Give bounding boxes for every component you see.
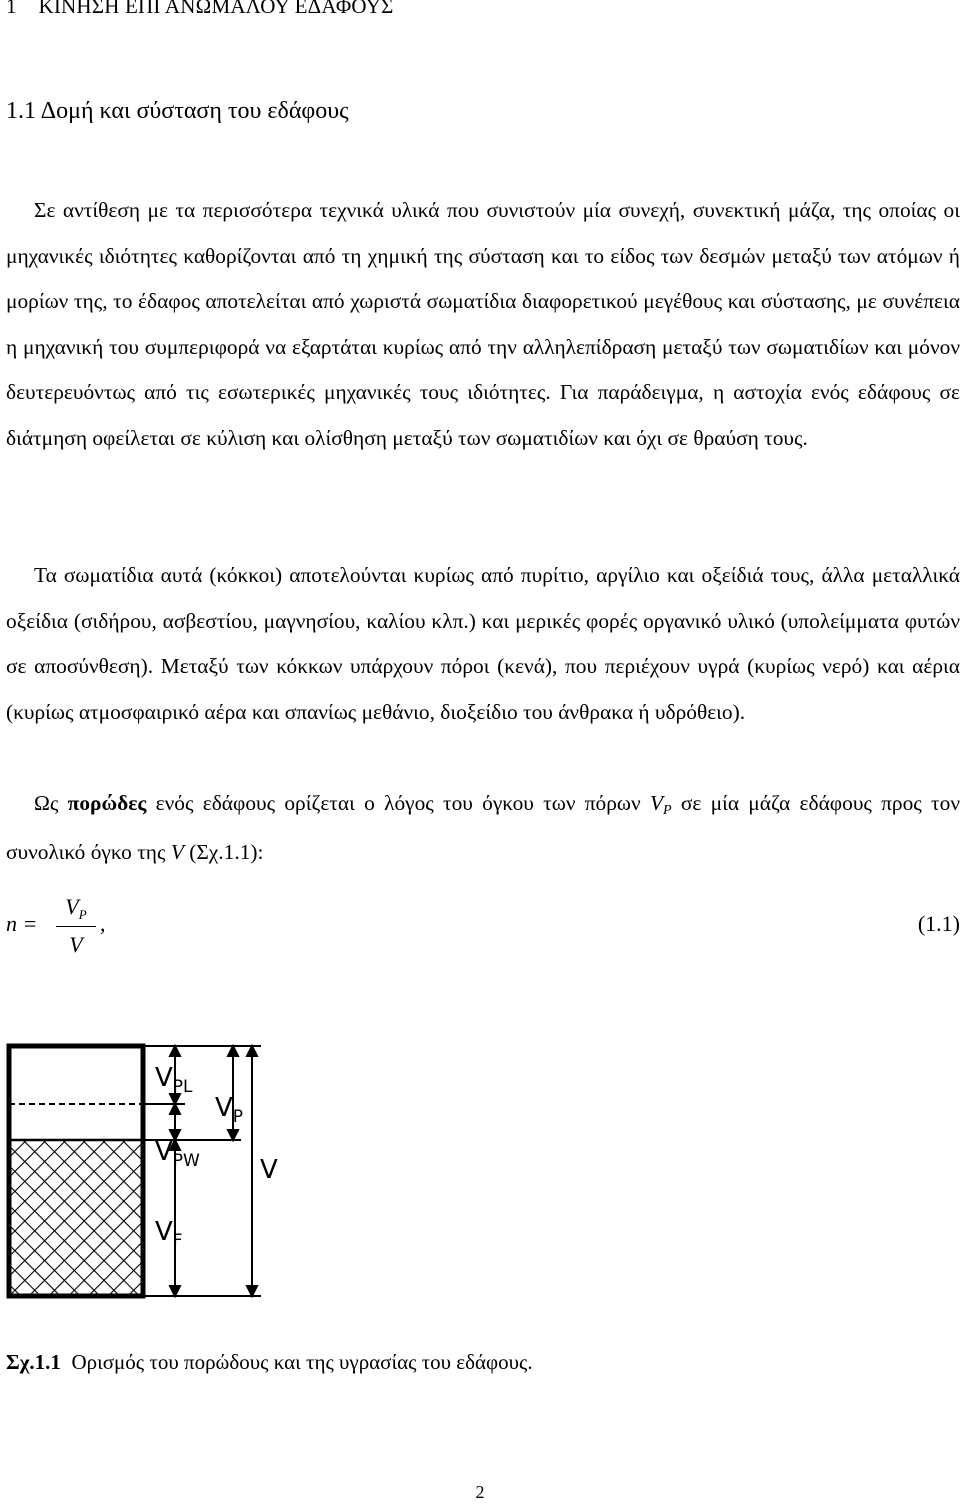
section-heading: 1.1 Δομή και σύσταση του εδάφους bbox=[6, 98, 349, 124]
label-vp: $V_P$ bbox=[215, 1093, 244, 1127]
label-vpl: $V_{PL}$ bbox=[155, 1063, 193, 1097]
porosity-formula bbox=[6, 893, 960, 973]
paragraph-porosity bbox=[6, 781, 960, 875]
formula-numerator: $V_P$ bbox=[65, 894, 87, 922]
chapter-heading: 1 ΚΙΝΗΣΗ ΕΠΙ ΑΝΩΜΑΛΟΥ ΕΔΑΦΟΥΣ bbox=[6, 0, 394, 18]
label-vf: $V_F$ bbox=[155, 1217, 183, 1251]
soil-phase-diagram bbox=[5, 1042, 295, 1307]
formula-lhs: n = bbox=[6, 911, 38, 936]
paragraph-porosity-part3: σε μία μάζα εδάφους προς τον συνολικό όγκο της bbox=[6, 791, 960, 864]
paragraph-porosity-part1: Ως bbox=[34, 791, 68, 815]
fraction-bar bbox=[56, 926, 96, 927]
paragraph-intro: Σε αντίθεση με τα περισσότερα τεχνικά υλικά που συνιστούν μία συνεχή, συνεκτική μάζα, της οποίας οι μηχανικές ιδιότητες καθορίζονται από τη χημική της σύσταση και το είδος των δεσμών μεταξύ των ατόμων ή μορίων της, το έδαφος αποτελείται από χωριστά σωματίδια διαφορετικού μεγέθους και σύστασης, με συνέπεια η μηχανική του συμπεριφορά να εξαρτάται κυρίως από την αλληλεπίδραση μεταξύ των σωματιδίων και μόνον δευτερευόντως από τις εσωτερικές μηχανικές τους ιδιότητες. Για παράδειγμα, η αστοχία ενός εδάφους σε διάτμηση οφείλεται σε κύλιση και ολίσθηση μεταξύ των σωματιδίων και όχι σε θραύση τους. bbox=[6, 198, 960, 450]
var-v: V bbox=[170, 839, 184, 864]
label-v: V bbox=[260, 1155, 278, 1185]
caption-label: Σχ.1.1 bbox=[6, 1350, 61, 1374]
page-number: 2 bbox=[475, 1482, 485, 1502]
formula-comma: , bbox=[100, 911, 106, 936]
formula-numerator-subscript: P bbox=[78, 907, 87, 922]
paragraph-grains: Τα σωματίδια αυτά (κόκκοι) αποτελούνται κυρίως από πυρίτιο, αργίλιο και οξείδιά τους, άλλα μεταλλικά οξείδια (σιδήρου, ασβεστίου, μαγνησίου, καλίου κλπ.) και μερικές φορές οργανικό υλικό (υπολείμματα φυτών σε αποσύνθεση). Μεταξύ των κόκκων υπάρχουν πόροι (κενά), που περιέχουν υγρά (κυρίως νερό) και αέρια (κυρίως ατμοσφαιρικό αέρα και σπανίως μεθάνιο, διοξείδιο του άνθρακα ή υδρόθειο). bbox=[6, 563, 960, 724]
formula-denominator: V bbox=[69, 932, 83, 957]
caption-text: Ορισμός του πορώδους και της υγρασίας του εδάφους. bbox=[71, 1350, 533, 1374]
equation-number: (1.1) bbox=[917, 911, 960, 936]
formula-fraction bbox=[56, 893, 96, 959]
var-vp: V bbox=[649, 791, 664, 815]
paragraph-porosity-part4: (Σχ.1.1): bbox=[183, 839, 264, 864]
figure-caption bbox=[6, 1350, 533, 1375]
soil-container bbox=[9, 1046, 143, 1296]
label-vpw: $V_{PW}$ bbox=[155, 1137, 200, 1171]
var-vp-subscript: P bbox=[663, 803, 672, 818]
porosity-term: πορώδες bbox=[67, 791, 147, 815]
paragraph-porosity-part2: ενός εδάφους ορίζεται ο λόγος του όγκου των πόρων bbox=[146, 791, 650, 815]
